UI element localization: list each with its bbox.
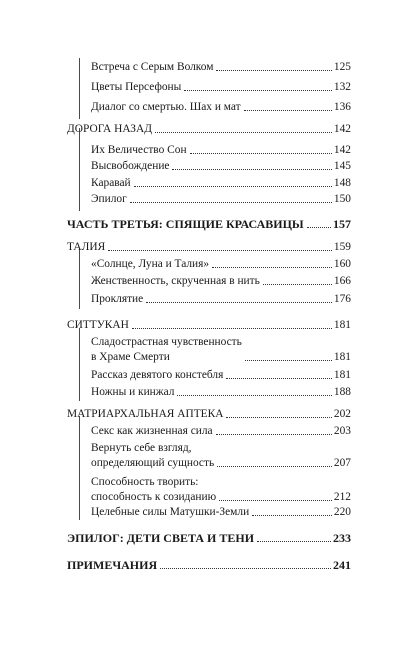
dot-leader	[134, 186, 332, 187]
toc-entry-title: Высвобождение	[91, 160, 170, 172]
toc-entry	[91, 505, 351, 519]
toc-entry	[91, 257, 351, 271]
toc-entry-title-line1: Способность творить:	[91, 476, 199, 488]
toc-entry-title	[91, 475, 216, 504]
toc-section	[67, 240, 351, 254]
toc-entry-title	[91, 441, 214, 470]
dot-leader	[160, 568, 331, 569]
toc-entry-page: 181	[333, 369, 351, 381]
toc-entry-page: 136	[333, 101, 351, 113]
toc-entry-page: 188	[333, 386, 351, 398]
dot-leader	[212, 267, 332, 268]
dot-leader	[307, 227, 331, 228]
toc-entry	[91, 192, 351, 206]
toc-entry-title: Диалог со смертью. Шах и мат	[91, 101, 241, 113]
toc-section-title: ТАЛИЯ	[67, 241, 106, 253]
toc-entry-title: Их Величество Сон	[91, 144, 187, 156]
dot-leader	[244, 110, 332, 111]
toc-part-page: 233	[333, 531, 351, 545]
toc-entry-page: 125	[333, 61, 351, 73]
section-rule	[79, 58, 80, 119]
dot-leader	[216, 434, 332, 435]
dot-leader	[190, 153, 332, 154]
toc-entry-title-line2: в Храме Смерти	[91, 350, 170, 363]
dot-leader	[263, 284, 332, 285]
dot-leader	[226, 378, 332, 379]
section-rule	[79, 248, 80, 309]
toc-entry-title-line2: определяющий сущность	[91, 456, 215, 469]
toc-entry	[91, 475, 351, 504]
toc-entry-title: Эпилог	[91, 193, 127, 205]
toc-entry-page: 176	[333, 293, 351, 305]
toc-entry-title: Проклятие	[91, 293, 144, 305]
toc-entry-title: Встреча с Серым Волком	[91, 61, 214, 73]
toc-section-title: МАТРИАРХАЛЬНАЯ АПТЕКА	[67, 408, 224, 420]
dot-leader	[217, 466, 332, 467]
toc-section-page: 181	[333, 319, 351, 331]
section-rule	[79, 416, 80, 520]
toc-entry-title: Женственность, скрученная в нить	[91, 275, 260, 287]
toc-part-page: 241	[333, 558, 351, 572]
toc-part-title: ЭПИЛОГ: ДЕТИ СВЕТА И ТЕНИ	[67, 531, 255, 545]
toc-entry	[91, 176, 351, 190]
toc-entry-title-line1: Сладострастная чувственность	[91, 336, 242, 348]
toc-entry-title: Рассказ девятого констебля	[91, 369, 224, 381]
toc-section-title: СИТТУКАН	[67, 319, 129, 331]
dot-leader	[146, 302, 332, 303]
toc-entry	[91, 335, 351, 364]
toc-part	[67, 217, 351, 231]
toc-entry	[91, 60, 351, 74]
dot-leader	[108, 250, 332, 251]
section-rule	[79, 128, 80, 211]
toc-entry-page: 142	[333, 144, 351, 156]
toc-part-title: ЧАСТЬ ТРЕТЬЯ: СПЯЩИЕ КРАСАВИЦЫ	[67, 217, 304, 231]
toc-section	[67, 407, 351, 421]
dot-leader	[130, 202, 332, 203]
dot-leader	[184, 90, 332, 91]
toc-entry-title-line1: Вернуть себе взгляд,	[91, 442, 192, 454]
toc-entry	[91, 159, 351, 173]
toc-entry-title: Каравай	[91, 177, 131, 189]
toc-part-title: ПРИМЕЧАНИЯ	[67, 558, 158, 572]
toc-entry-page: 181	[333, 351, 351, 363]
toc-section	[67, 318, 351, 332]
dot-leader	[155, 132, 332, 133]
toc-entry	[91, 368, 351, 382]
section-rule	[79, 328, 80, 401]
dot-leader	[245, 360, 332, 361]
dot-leader	[172, 169, 331, 170]
dot-leader	[216, 70, 331, 71]
toc-part	[67, 558, 351, 572]
toc-entry-title: Целебные силы Матушки-Земли	[91, 506, 250, 518]
toc-entry-page: 150	[333, 193, 351, 205]
toc-entry	[91, 424, 351, 438]
toc-entry-title: «Солнце, Луна и Талия»	[91, 258, 210, 270]
toc-section-title: ДОРОГА НАЗАД	[67, 123, 152, 135]
toc-entry-page: 145	[333, 160, 351, 172]
toc-entry-page: 203	[333, 425, 351, 437]
toc-part-page: 157	[333, 217, 351, 231]
toc-entry	[91, 292, 351, 306]
toc-entry	[91, 441, 351, 470]
dot-leader	[252, 515, 332, 516]
toc-entry-page: 207	[333, 457, 351, 469]
dot-leader	[177, 395, 331, 396]
toc-entry	[91, 274, 351, 288]
toc-entry-page: 220	[333, 506, 351, 518]
toc-section-page: 202	[333, 408, 351, 420]
toc-entry	[91, 385, 351, 399]
toc-entry-title: Цветы Персефоны	[91, 81, 182, 93]
toc-entry	[91, 100, 351, 114]
toc-entry-title-line2: способность к созиданию	[91, 490, 217, 503]
dot-leader	[132, 328, 332, 329]
toc-section-page: 159	[333, 241, 351, 253]
dot-leader	[257, 541, 331, 542]
toc-entry-page: 132	[333, 81, 351, 93]
toc-entry	[91, 143, 351, 157]
toc-entry-page: 148	[333, 177, 351, 189]
toc-section	[67, 122, 351, 136]
toc-entry-title: Секс как жизненная сила	[91, 425, 213, 437]
toc-entry-page: 166	[333, 275, 351, 287]
toc-entry	[91, 80, 351, 94]
toc-section-page: 142	[333, 123, 351, 135]
toc-part	[67, 531, 351, 545]
toc-entry-title: Ножны и кинжал	[91, 386, 175, 398]
toc-entry-page: 160	[333, 258, 351, 270]
toc-entry-title	[91, 335, 242, 364]
dot-leader	[226, 417, 331, 418]
dot-leader	[219, 500, 332, 501]
toc-entry-page: 212	[333, 491, 351, 503]
